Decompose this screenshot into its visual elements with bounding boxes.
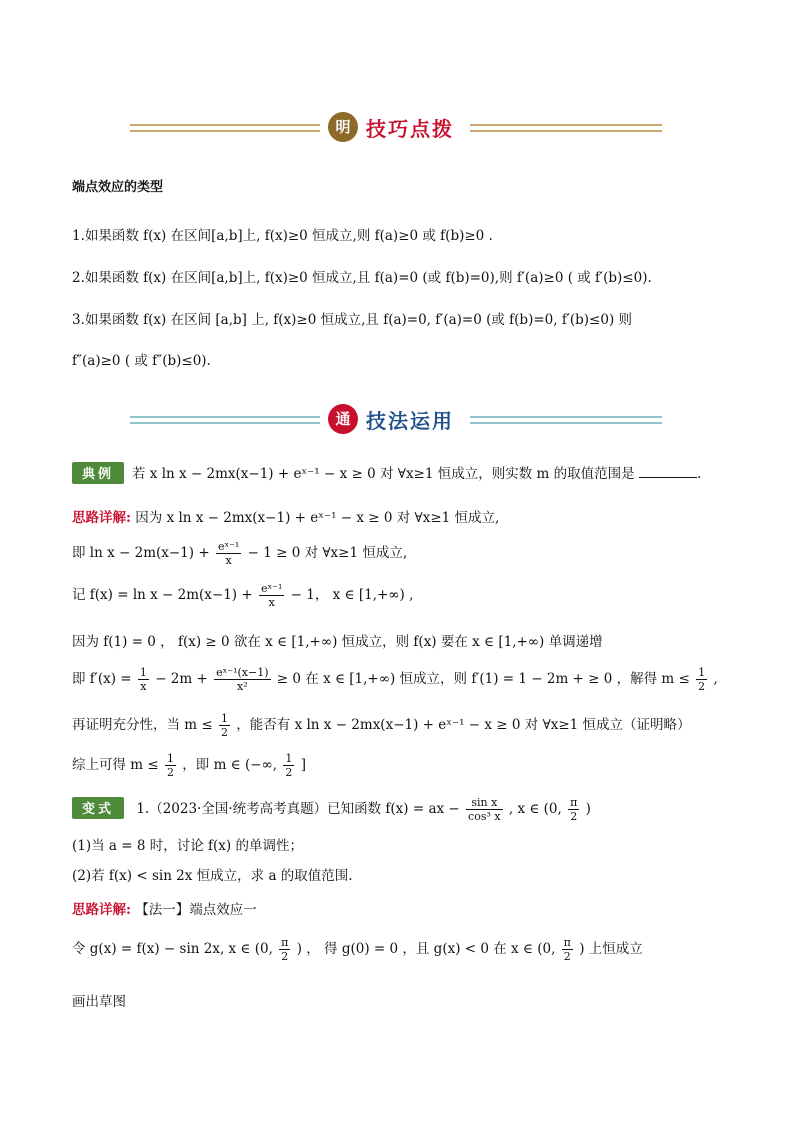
denominator: 2 bbox=[221, 726, 228, 739]
numerator: 1 bbox=[698, 666, 706, 679]
section-header-methods bbox=[130, 402, 662, 438]
denominator: cos³ x bbox=[468, 810, 501, 823]
fraction bbox=[138, 666, 149, 693]
fraction bbox=[219, 712, 230, 739]
fraction bbox=[568, 796, 579, 823]
denominator: 2 bbox=[167, 766, 174, 779]
solution-line-3 bbox=[72, 582, 413, 609]
sketch-text: 画出草图 bbox=[72, 994, 126, 1010]
example-line bbox=[72, 462, 701, 484]
method-text: 【法一】端点效应一 bbox=[135, 902, 257, 918]
text: − 1， x ∈ [1,+∞) , bbox=[290, 587, 414, 603]
denominator: 2 bbox=[285, 766, 293, 779]
text: − 1 ≥ 0 对 ∀x≥1 恒成立, bbox=[247, 545, 408, 561]
denominator: x² bbox=[236, 680, 248, 693]
text: 即 ln x − 2m(x−1) + bbox=[72, 545, 210, 561]
fraction bbox=[279, 936, 290, 963]
solution-label: 思路详解: bbox=[72, 510, 131, 526]
fraction bbox=[165, 752, 176, 779]
method-line bbox=[72, 898, 257, 918]
fraction bbox=[214, 666, 270, 693]
text: ) bbox=[585, 801, 591, 817]
solution-line-6 bbox=[72, 712, 691, 739]
section-title: 技法运用 bbox=[366, 409, 454, 433]
numerator: eˣ⁻¹ bbox=[217, 540, 240, 553]
text: , bbox=[713, 671, 718, 687]
solution-line-2 bbox=[72, 540, 407, 567]
denominator: x bbox=[140, 680, 147, 693]
fraction bbox=[466, 796, 503, 823]
rule-2: 2.如果函数 f(x) 在区间[a,b]上, f(x)≥0 恒成立,且 f(a)=0 (或 f(b)=0),则 f′(a)≥0 ( 或 f′(b)≤0). bbox=[72, 270, 652, 286]
fraction bbox=[283, 752, 294, 779]
header-rule-right bbox=[470, 416, 662, 424]
tong-badge-icon: 通 bbox=[328, 404, 358, 434]
example-text: 若 x ln x − 2mx(x−1) + eˣ⁻¹ − x ≥ 0 对 ∀x≥1 恒成立，则实数 m 的取值范围是 bbox=[132, 466, 635, 482]
text: ，能否有 x ln x − 2mx(x−1) + eˣ⁻¹ − x ≥ 0 对 ∀x≥1 恒成立（证明略） bbox=[236, 717, 691, 733]
text: 1.（2023·全国·统考高考真题）已知函数 f(x) = ax − bbox=[136, 801, 460, 817]
fraction bbox=[696, 666, 707, 693]
numerator: sin x bbox=[466, 796, 503, 810]
text: ) ， 得 g(0) = 0 ，且 g(x) < 0 在 x ∈ (0, bbox=[296, 941, 556, 957]
denominator: x bbox=[225, 554, 232, 567]
types-heading: 端点效应的类型 bbox=[72, 180, 164, 195]
solution-text: 因为 x ln x − 2mx(x−1) + eˣ⁻¹ − x ≥ 0 对 ∀x≥1 恒成立, bbox=[135, 510, 500, 526]
solution-line-1 bbox=[72, 506, 499, 526]
text: 令 g(x) = f(x) − sin 2x, x ∈ (0, bbox=[72, 941, 273, 957]
numerator: π bbox=[281, 936, 289, 949]
denominator: x bbox=[268, 596, 275, 609]
ming-badge-icon: 明 bbox=[328, 112, 358, 142]
header-rule-left bbox=[130, 124, 320, 132]
method-label: 思路详解: bbox=[72, 902, 131, 918]
text: 即 f′(x) = bbox=[72, 671, 132, 687]
text: 记 f(x) = ln x − 2m(x−1) + bbox=[72, 587, 253, 603]
numerator: 1 bbox=[285, 752, 293, 765]
solution-line-5 bbox=[72, 666, 718, 693]
fraction bbox=[216, 540, 241, 567]
header-rule-right bbox=[470, 124, 662, 132]
section-title: 技巧点拨 bbox=[366, 117, 454, 141]
numerator: 1 bbox=[167, 752, 174, 765]
denominator: 2 bbox=[698, 680, 706, 693]
text: ] bbox=[300, 757, 306, 773]
text: ) 上恒成立 bbox=[579, 941, 643, 957]
header-rule-left bbox=[130, 416, 320, 424]
question-1: (1)当 a = 8 时，讨论 f(x) 的单调性； bbox=[72, 838, 303, 854]
numerator: eˣ⁻¹ bbox=[260, 582, 283, 595]
section-header-tips bbox=[130, 110, 662, 146]
text: , x ∈ (0, bbox=[508, 801, 562, 817]
text: ，即 m ∈ (−∞, bbox=[182, 757, 278, 773]
text: ≥ 0 在 x ∈ [1,+∞) 恒成立，则 f′(1) = 1 − 2m + ≥ 0 ，解得 m ≤ bbox=[276, 671, 690, 687]
denominator: 2 bbox=[281, 950, 289, 963]
numerator: 1 bbox=[221, 712, 228, 725]
solution-line-7 bbox=[72, 752, 306, 779]
rule-1: 1.如果函数 f(x) 在区间[a,b]上, f(x)≥0 恒成立,则 f(a)≥0 或 f(b)≥0 . bbox=[72, 228, 493, 244]
example-end: . bbox=[696, 466, 702, 482]
method-line-2 bbox=[72, 936, 643, 963]
numerator: π bbox=[570, 796, 578, 809]
example-tag: 典例 bbox=[72, 462, 124, 484]
denominator: 2 bbox=[570, 810, 578, 823]
fraction bbox=[259, 582, 284, 609]
fraction bbox=[562, 936, 573, 963]
text: 综上可得 m ≤ bbox=[72, 757, 159, 773]
solution-line-4: 因为 f(1) = 0 ， f(x) ≥ 0 欲在 x ∈ [1,+∞) 恒成立，则 f(x) 要在 x ∈ [1,+∞) 单调递增 bbox=[72, 634, 603, 650]
numerator: eˣ⁻¹(x−1) bbox=[216, 666, 269, 679]
numerator: π bbox=[563, 936, 571, 949]
rule-3: 3.如果函数 f(x) 在区间 [a,b] 上, f(x)≥0 恒成立,且 f(a)=0, f′(a)=0 (或 f(b)=0, f′(b)≤0) 则 bbox=[72, 312, 633, 328]
text: 再证明充分性，当 m ≤ bbox=[72, 717, 213, 733]
text: − 2m + bbox=[155, 671, 208, 687]
variant-tag: 变式 bbox=[72, 797, 124, 819]
answer-blank bbox=[639, 465, 697, 478]
denominator: 2 bbox=[563, 950, 571, 963]
variant-line bbox=[72, 796, 591, 823]
question-2: (2)若 f(x) < sin 2x 恒成立，求 a 的取值范围. bbox=[72, 868, 353, 884]
rule-3-continued: f″(a)≥0 ( 或 f″(b)≤0). bbox=[72, 353, 211, 369]
numerator: 1 bbox=[139, 666, 147, 679]
